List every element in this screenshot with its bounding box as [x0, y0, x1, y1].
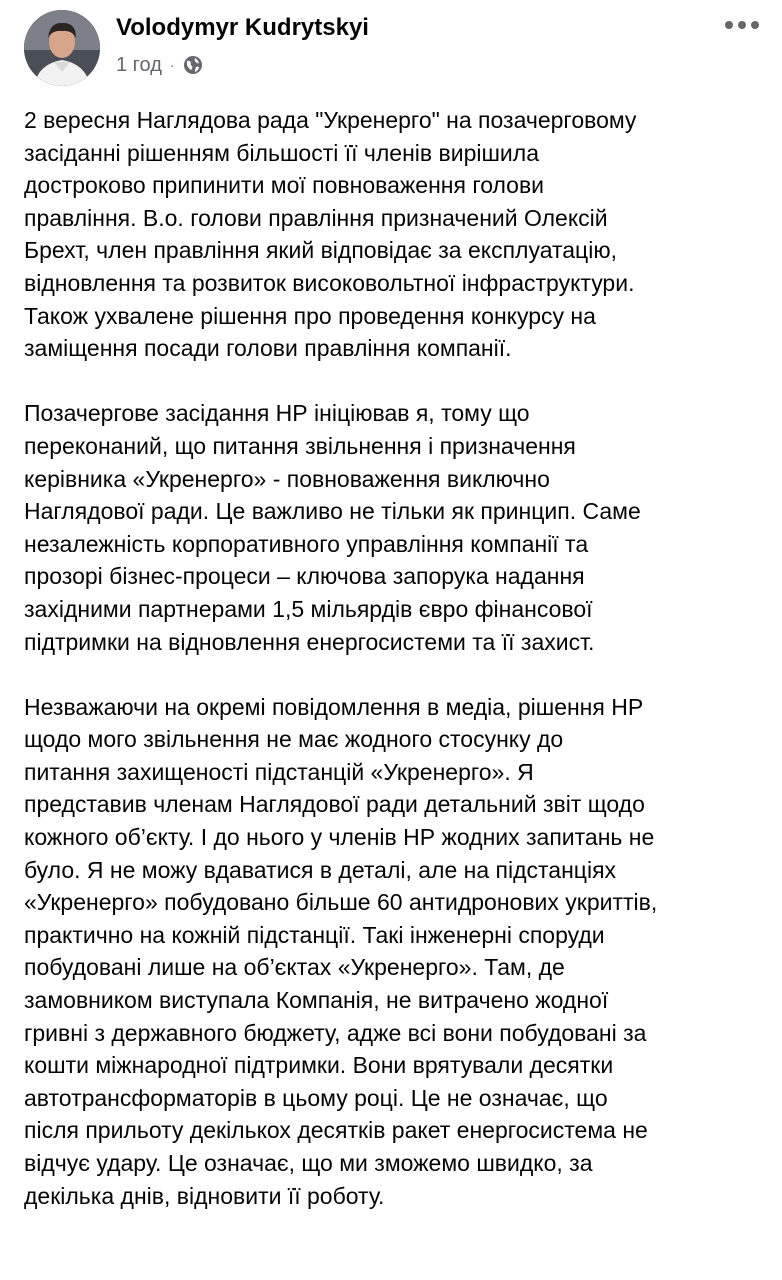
more-options-button[interactable]: [720, 10, 764, 40]
more-horizontal-icon: [724, 20, 760, 30]
avatar-portrait: [24, 10, 100, 86]
post-header: [24, 10, 764, 90]
post-time[interactable]: 1 год: [116, 53, 162, 76]
post-paragraph: Незважаючи на окремі повідомлення в медіа, рішення НР щодо мого звільнення не має жодного стосунку до питання захищеності підстанцій «Укренерго». Я представив членам Наглядової ради детальний звіт щодо кожного об’єкту. І до нього у членів НР жодних запитань не було. Я не можу вдаватися в деталі, але на підстанціях «Укренерго» побудовано більше 60 антидронових укриттів, практично на кожній підстанції. Такі інженерні споруди побудовані лише на об’єктах «Укренерго». Там, де замовником виступала Компанія, не витрачено жодної гривні з державного бюджету, адже всі вони побудовані за кошти міжнародної підтримки. Вони врятували десятки автотрансформаторів в цьому році. Це не означає, що після прильоту декількох десятків ракет енергосистема не відчує удару. Це означає, що ми зможемо швидко, за декілька днів, відновити її роботу.: [24, 693, 658, 1209]
post-paragraph: Позачергове засідання НР ініціював я, тому що переконаний, що питання звільнення і призначення керівника «Укренерго» - повноваження виключно Наглядової ради. Це важливо не тільки як принцип. Саме незалежність корпоративного управління компанії та прозорі бізнес-процеси – ключова запорука надання західними партнерами 1,5 мільярдів євро фінансової підтримки на відновлення енергосистеми та її захист.: [24, 400, 641, 655]
post-text: [24, 104, 764, 1245]
avatar[interactable]: [24, 10, 100, 86]
post-meta: [116, 52, 203, 78]
post-paragraph: 2 вересня Наглядова рада "Укренерго" на позачерговому засіданні рішенням більшості її членів вирішила достроково припинити мої повноваження голови правління. В.о. голови правління призначений Олексій Брехт, член правління який відповідає за експлуатацію, відновлення та розвиток високовольтної інфраструктури. Також ухвалене рішення про проведення конкурсу на заміщення посади голови правління компанії.: [24, 107, 637, 362]
author-name[interactable]: Volodymyr Kudrytskyi: [116, 14, 369, 41]
globe-icon[interactable]: [183, 55, 203, 75]
meta-separator: ·: [169, 57, 175, 73]
